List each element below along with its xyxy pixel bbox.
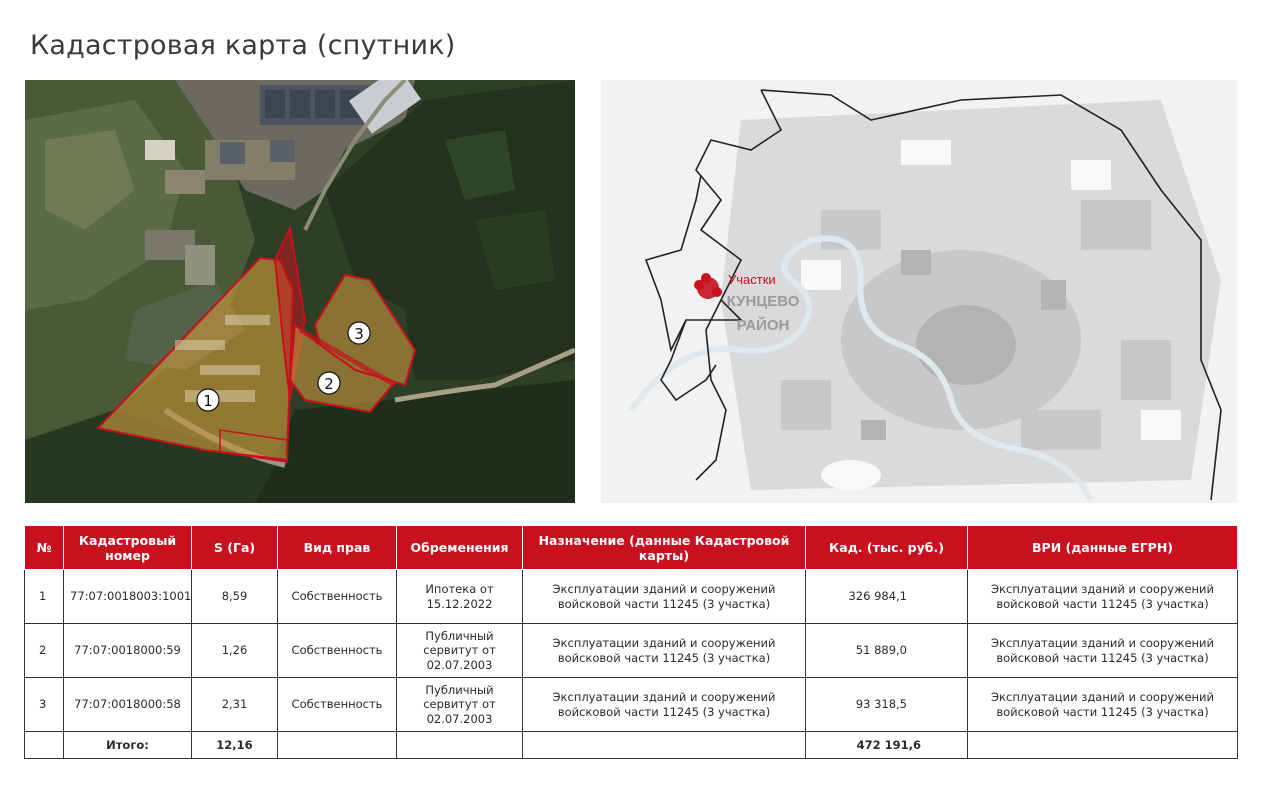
header-vri: ВРИ (данные ЕГРН) <box>968 526 1238 570</box>
table-row <box>25 624 1238 678</box>
cell-cadastral: 77:07:0018003:1001 <box>64 570 192 624</box>
cell-encumbrance: Публичный сервитут от 02.07.2003 <box>397 624 523 678</box>
header-rights: Вид прав <box>278 526 397 570</box>
cell-value: 51 889,0 <box>806 624 968 678</box>
table-total-row <box>25 732 1238 759</box>
page-title: Кадастровая карта (спутник) <box>30 30 456 61</box>
cell-value: 326 984,1 <box>806 570 968 624</box>
cell-number: 3 <box>25 678 64 732</box>
table-header-row <box>25 526 1238 570</box>
table-row <box>25 678 1238 732</box>
cell-number: 2 <box>25 624 64 678</box>
svg-text:3: 3 <box>354 325 364 343</box>
cell-empty <box>523 732 806 759</box>
header-value: Кад. (тыс. руб.) <box>806 526 968 570</box>
cell-cadastral: 77:07:0018000:59 <box>64 624 192 678</box>
cadastral-table <box>24 525 1237 759</box>
header-number: № <box>25 526 64 570</box>
cell-rights: Собственность <box>278 624 397 678</box>
district-label-line1: КУНЦЕВО <box>726 293 800 310</box>
district-label-line2: РАЙОН <box>736 317 790 334</box>
satellite-map[interactable] <box>25 80 575 503</box>
cell-number: 1 <box>25 570 64 624</box>
city-map[interactable] <box>601 80 1237 503</box>
cell-area: 8,59 <box>192 570 278 624</box>
cell-rights: Собственность <box>278 678 397 732</box>
cell-purpose: Эксплуатации зданий и сооружений войсковой части 11245 (3 участка) <box>523 678 806 732</box>
cell-area: 2,31 <box>192 678 278 732</box>
cell-cadastral: 77:07:0018000:58 <box>64 678 192 732</box>
cell-empty <box>278 732 397 759</box>
cell-vri: Эксплуатации зданий и сооружений войсковой части 11245 (3 участка) <box>968 678 1238 732</box>
plot-label-1 <box>197 389 219 411</box>
city-map-image <box>601 80 1237 503</box>
cell-empty <box>397 732 523 759</box>
cell-empty <box>25 732 64 759</box>
cell-rights: Собственность <box>278 570 397 624</box>
plots-marker-label: Участки <box>728 272 776 287</box>
plot-label-2 <box>318 372 340 394</box>
svg-text:1: 1 <box>203 392 213 410</box>
cell-vri: Эксплуатации зданий и сооружений войсковой части 11245 (3 участка) <box>968 624 1238 678</box>
header-cadastral: Кадастровый номер <box>64 526 192 570</box>
header-area: S (Га) <box>192 526 278 570</box>
cell-value: 93 318,5 <box>806 678 968 732</box>
cell-area: 1,26 <box>192 624 278 678</box>
cell-empty <box>968 732 1238 759</box>
cell-encumbrance: Публичный сервитут от 02.07.2003 <box>397 678 523 732</box>
svg-text:2: 2 <box>324 375 334 393</box>
cell-purpose: Эксплуатации зданий и сооружений войсковой части 11245 (3 участка) <box>523 624 806 678</box>
cell-purpose: Эксплуатации зданий и сооружений войсковой части 11245 (3 участка) <box>523 570 806 624</box>
header-purpose: Назначение (данные Кадастровой карты) <box>523 526 806 570</box>
total-value: 472 191,6 <box>806 732 968 759</box>
cell-vri: Эксплуатации зданий и сооружений войсковой части 11245 (3 участка) <box>968 570 1238 624</box>
total-label: Итого: <box>64 732 192 759</box>
plot-label-3 <box>348 322 370 344</box>
satellite-image <box>25 80 575 503</box>
header-encumbrance: Обременения <box>397 526 523 570</box>
cell-encumbrance: Ипотека от 15.12.2022 <box>397 570 523 624</box>
total-area: 12,16 <box>192 732 278 759</box>
table-row <box>25 570 1238 624</box>
